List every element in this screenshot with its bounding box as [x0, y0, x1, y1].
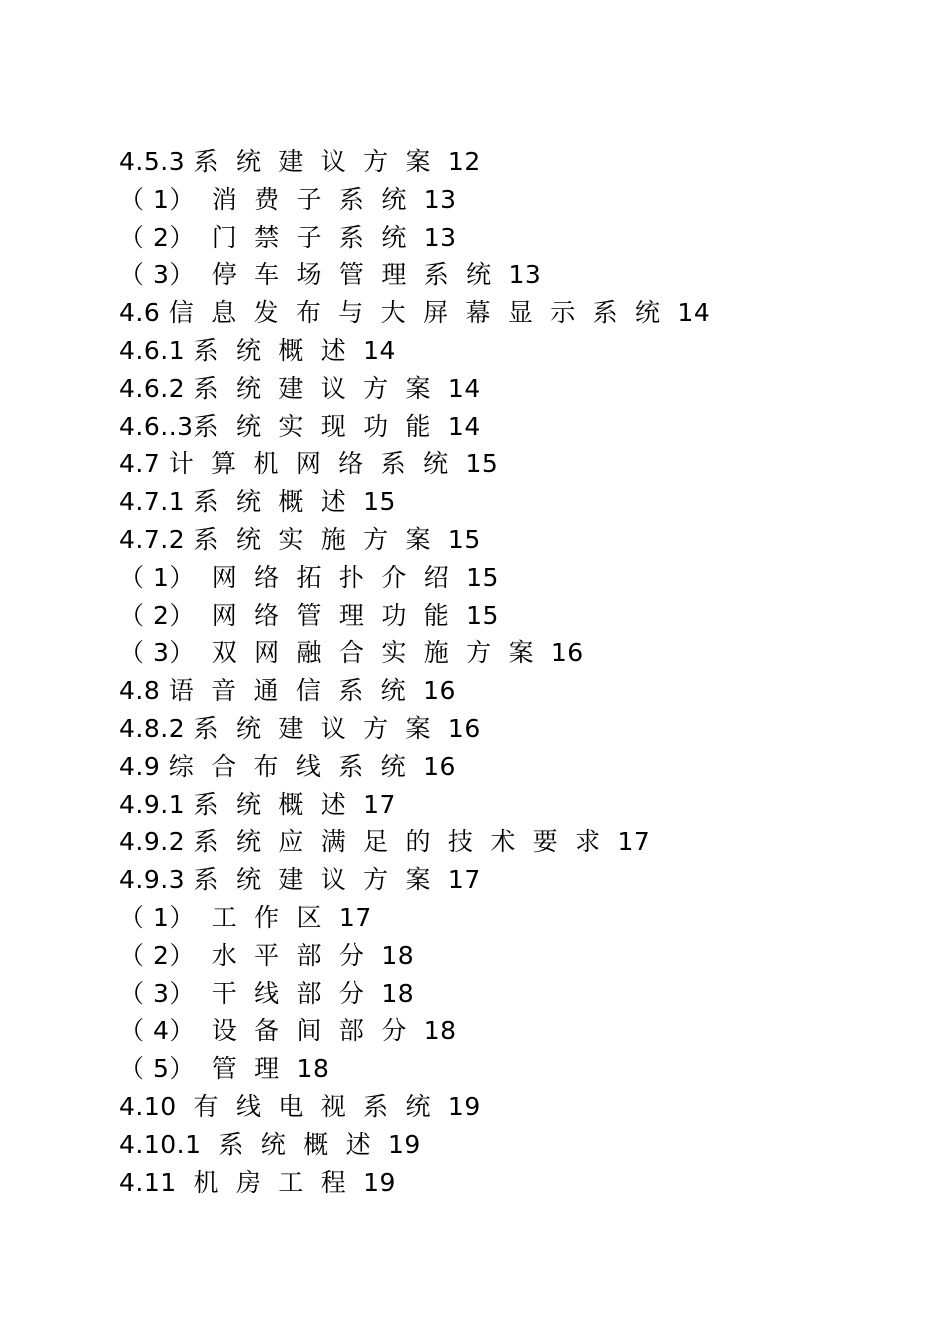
toc-entry[interactable]: （ 1） 工 作 区 17 [119, 902, 372, 932]
toc-entry[interactable]: 4.5.3 系 统 建 议 方 案 12 [119, 147, 481, 176]
toc-entry[interactable]: 4.8.2 系 统 建 议 方 案 16 [119, 713, 481, 743]
toc-entry[interactable]: 4.9 综 合 布 线 系 统 16 [119, 751, 456, 781]
toc-entry[interactable]: （ 5） 管 理 18 [119, 1054, 330, 1084]
toc-entry[interactable]: 4.7 计 算 机 网 络 系 统 15 [119, 449, 499, 479]
table-of-contents [119, 143, 899, 1201]
toc-entry[interactable]: 4.11 机 房 工 程 19 [119, 1167, 396, 1197]
toc-entry[interactable]: 4.6..3系 统 实 现 功 能 14 [119, 411, 481, 441]
toc-entry[interactable]: 4.7.2 系 统 实 施 方 案 15 [119, 524, 481, 554]
toc-entry[interactable]: （ 3） 双 网 融 合 实 施 方 案 16 [119, 638, 584, 668]
toc-entry[interactable]: 4.7.1 系 统 概 述 15 [119, 487, 396, 517]
toc-entry[interactable]: 4.6.1 系 统 概 述 14 [119, 335, 396, 365]
toc-entry[interactable]: 4.9.2 系 统 应 满 足 的 技 术 要 求 17 [119, 827, 651, 857]
toc-entry[interactable]: （ 2） 门 禁 子 系 统 13 [119, 222, 457, 252]
toc-entry[interactable]: 4.9.3 系 统 建 议 方 案 17 [119, 865, 481, 895]
toc-entry[interactable]: （ 3） 停 车 场 管 理 系 统 13 [119, 260, 542, 290]
toc-entry[interactable]: 4.8 语 音 通 信 系 统 16 [119, 676, 456, 706]
toc-entry[interactable]: 4.9.1 系 统 概 述 17 [119, 789, 396, 819]
toc-entry[interactable]: （ 4） 设 备 间 部 分 18 [119, 1016, 457, 1046]
toc-entry[interactable]: 4.6.2 系 统 建 议 方 案 14 [119, 373, 481, 403]
toc-entry[interactable]: 4.6 信 息 发 布 与 大 屏 幕 显 示 系 统 14 [119, 298, 711, 328]
toc-entry[interactable]: 4.10 有 线 电 视 系 统 19 [119, 1091, 481, 1121]
toc-entry[interactable]: （ 2） 水 平 部 分 18 [119, 940, 415, 970]
toc-entry[interactable]: （ 3） 干 线 部 分 18 [119, 978, 415, 1008]
toc-entry[interactable]: 4.10.1 系 统 概 述 19 [119, 1129, 421, 1159]
toc-entry[interactable]: （ 1） 消 费 子 系 统 13 [119, 184, 457, 214]
toc-entry[interactable]: （ 2） 网 络 管 理 功 能 15 [119, 600, 499, 630]
toc-entry[interactable]: （ 1） 网 络 拓 扑 介 绍 15 [119, 562, 499, 592]
